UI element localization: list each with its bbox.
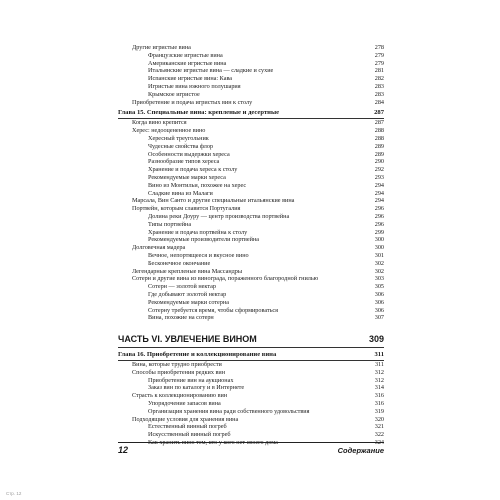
toc-entry-title: Вина, похожие на сотерн	[148, 314, 214, 322]
page-footer	[118, 442, 384, 455]
toc-entry-title: Страсть к коллекционированию вин	[132, 392, 228, 400]
toc-entry-page: 294	[374, 181, 384, 189]
toc-entry-title: Приобретение и подача игристых вин к столу	[132, 98, 253, 106]
toc-entry-title: Способы приобретения редких вин	[132, 368, 226, 376]
toc-entry-title: Особенности выдержки хереса	[148, 150, 230, 158]
toc-entry-page: 300	[374, 236, 384, 244]
toc-entry	[118, 151, 384, 159]
toc-entry	[118, 260, 384, 268]
toc-entry	[118, 431, 384, 439]
toc-entry-title: Типы портвейна	[148, 220, 192, 228]
toc-entry-title: Чудесные свойства флор	[148, 142, 214, 150]
toc-entry-page: 287	[374, 119, 384, 127]
toc-entry-title: Портвейн, которым славится Португалия	[132, 205, 241, 213]
toc-entry-page: 300	[374, 244, 384, 252]
toc-entry-page: 302	[374, 259, 384, 267]
toc-entry	[118, 158, 384, 166]
toc-entry	[118, 75, 384, 83]
toc-section-sparkling	[118, 44, 384, 106]
toc-section-chapter-16	[118, 361, 384, 447]
toc-entry-page: 306	[374, 298, 384, 306]
toc-entry-title: Приобретение вин на аукционах	[148, 376, 234, 384]
toc-entry-title: Итальянские игристые вина — сладкие и сухие	[148, 67, 274, 75]
toc-entry	[118, 67, 384, 75]
toc-entry	[118, 205, 384, 213]
chapter-15-heading	[118, 108, 384, 119]
table-of-contents	[118, 44, 384, 447]
toc-entry	[118, 83, 384, 91]
page-number: 12	[118, 445, 129, 455]
toc-entry-page: 320	[374, 415, 384, 423]
chapter-title: Глава 15. Специальные вина: крепленые и десертные	[118, 109, 280, 117]
toc-entry	[118, 252, 384, 260]
toc-entry	[118, 99, 384, 107]
toc-entry	[118, 392, 384, 400]
toc-entry	[118, 299, 384, 307]
toc-entry-page: 279	[374, 51, 384, 59]
toc-entry-page: 289	[374, 142, 384, 150]
toc-entry	[118, 268, 384, 276]
toc-entry-page: 306	[374, 290, 384, 298]
toc-entry-page: 324	[374, 439, 384, 447]
toc-entry-title: Хересный треугольник	[148, 134, 209, 142]
toc-entry	[118, 229, 384, 237]
toc-entry-title: Рекомендуемые производители портвейна	[148, 236, 260, 244]
toc-entry-title: Крымское игристое	[148, 90, 200, 98]
toc-entry-page: 284	[374, 98, 384, 106]
toc-entry-title: Долина реки Доуру — центр производства портвейна	[148, 212, 290, 220]
toc-entry-page: 289	[374, 150, 384, 158]
chapter-page: 311	[374, 351, 384, 359]
toc-entry-page: 314	[374, 384, 384, 392]
part-title: ЧАСТЬ VI. УВЛЕЧЕНИЕ ВИНОМ	[118, 334, 257, 345]
toc-entry-title: Рекомендуемые марки хереса	[148, 173, 226, 181]
toc-entry-page: 303	[374, 275, 384, 283]
toc-entry	[118, 135, 384, 143]
toc-entry-page: 283	[374, 90, 384, 98]
toc-entry	[118, 119, 384, 127]
toc-entry-title: Естественный винный погреб	[148, 423, 227, 431]
toc-entry-title: Искусственный винный погреб	[148, 431, 231, 439]
part-6-heading	[118, 331, 384, 348]
toc-entry-page: 307	[374, 314, 384, 322]
toc-entry-page: 293	[374, 173, 384, 181]
toc-entry-title: Когда вино крепится	[132, 119, 187, 127]
toc-entry	[118, 384, 384, 392]
toc-entry	[118, 416, 384, 424]
toc-entry-page: 288	[374, 134, 384, 142]
toc-entry-page: 281	[374, 67, 384, 75]
toc-entry	[118, 408, 384, 416]
toc-entry-page: 305	[374, 283, 384, 291]
toc-entry-title: Легендарные крепленые вина Массандры	[132, 267, 243, 275]
toc-entry	[118, 190, 384, 198]
toc-entry-page: 290	[374, 158, 384, 166]
toc-entry	[118, 174, 384, 182]
toc-entry	[118, 291, 384, 299]
toc-entry-title: Американские игристые вина	[148, 59, 227, 67]
toc-entry-title: Хранение и подача хереса к столу	[148, 166, 238, 174]
toc-entry	[118, 361, 384, 369]
toc-entry	[118, 244, 384, 252]
toc-entry-title: Сотерн — золотой нектар	[148, 283, 216, 291]
corner-note: Стр. 12	[6, 491, 22, 496]
chapter-page: 287	[374, 109, 384, 117]
toc-entry-title: Херес: недооцененное вино	[132, 127, 206, 135]
toc-entry	[118, 91, 384, 99]
chapter-16-heading	[118, 350, 384, 361]
toc-entry-page: 296	[374, 212, 384, 220]
toc-entry-page: 294	[374, 189, 384, 197]
toc-entry-page: 283	[374, 82, 384, 90]
toc-entry	[118, 182, 384, 190]
toc-entry	[118, 314, 384, 322]
toc-entry	[118, 307, 384, 315]
toc-entry	[118, 400, 384, 408]
toc-entry-page: 319	[374, 407, 384, 415]
toc-entry	[118, 377, 384, 385]
toc-entry-title: Сотерну требуется время, чтобы сформироваться	[148, 306, 279, 314]
toc-entry	[118, 44, 384, 52]
toc-entry-page: 296	[374, 220, 384, 228]
toc-entry-title: Разнообразие типов хереса	[148, 158, 220, 166]
toc-entry-page: 301	[374, 251, 384, 259]
toc-entry-page: 312	[374, 368, 384, 376]
toc-entry-title: Подходящие условия для хранения вина	[132, 415, 239, 423]
toc-entry-title: Другие игристые вина	[132, 44, 191, 51]
toc-entry-title: Долговечная мадера	[132, 244, 186, 252]
toc-entry-page: 322	[374, 431, 384, 439]
toc-entry	[118, 166, 384, 174]
toc-entry	[118, 60, 384, 68]
toc-entry-title: Вечное, непортящееся и вкусное вино	[148, 251, 249, 259]
toc-entry-title: Марсала, Вин Санто и другие специальные итальянские вина	[132, 197, 295, 205]
part-page: 309	[368, 334, 384, 345]
toc-entry	[118, 197, 384, 205]
toc-entry-page: 321	[374, 423, 384, 431]
toc-entry-title: Вино из Монтильи, похожее на херес	[148, 181, 247, 189]
toc-entry-title: Хранение и подача портвейна к столу	[148, 228, 248, 236]
toc-entry-title: Упорядочение запасов вина	[148, 400, 221, 408]
toc-entry-title: Игристые вина южного полушария	[148, 82, 241, 90]
toc-entry-title: Французские игристые вина	[148, 51, 223, 59]
toc-entry-title: Испанские игристые вина: Кава	[148, 75, 233, 83]
toc-entry-title: Сотерн и другие вина из винограда, пораженного благородной гнилью	[132, 275, 319, 283]
toc-entry-title: Организация хранения вина ради собственного удовольствия	[148, 407, 310, 415]
toc-entry-page: 299	[374, 228, 384, 236]
toc-entry-title: Бесконечное окончание	[148, 259, 211, 267]
toc-entry-page: 282	[374, 75, 384, 83]
toc-entry	[118, 143, 384, 151]
toc-entry	[118, 213, 384, 221]
toc-entry-page: 311	[374, 361, 384, 369]
toc-entry-page: 302	[374, 267, 384, 275]
toc-section-chapter-15	[118, 119, 384, 322]
toc-entry-title: Рекомендуемые марки сотерна	[148, 298, 229, 306]
toc-entry-page: 316	[374, 400, 384, 408]
toc-entry-page: 312	[374, 376, 384, 384]
toc-entry-page: 316	[374, 392, 384, 400]
toc-entry	[118, 236, 384, 244]
toc-entry	[118, 369, 384, 377]
chapter-title: Глава 16. Приобретение и коллекционирование вина	[118, 351, 277, 359]
toc-entry	[118, 52, 384, 60]
section-name: Содержание	[337, 446, 384, 455]
toc-entry	[118, 423, 384, 431]
toc-entry-title: Где добывают золотой нектар	[148, 290, 227, 298]
toc-entry-title: Вина, которые трудно приобрести	[132, 361, 222, 369]
toc-entry-title: Сладкие вина из Малаги	[148, 189, 213, 197]
toc-entry	[118, 221, 384, 229]
toc-entry-title: Как хранить вино тем, кто у кого нет своего дома	[148, 439, 278, 447]
toc-entry-page: 306	[374, 306, 384, 314]
toc-entry-page: 279	[374, 59, 384, 67]
toc-entry	[118, 283, 384, 291]
toc-entry	[118, 275, 384, 283]
toc-entry-page: 292	[374, 166, 384, 174]
toc-entry-page: 296	[374, 205, 384, 213]
toc-entry-title: Заказ вин по каталогу и в Интернете	[148, 384, 245, 392]
toc-entry-page: 278	[374, 44, 384, 51]
toc-entry	[118, 127, 384, 135]
toc-entry-page: 294	[374, 197, 384, 205]
toc-entry-page: 288	[374, 127, 384, 135]
